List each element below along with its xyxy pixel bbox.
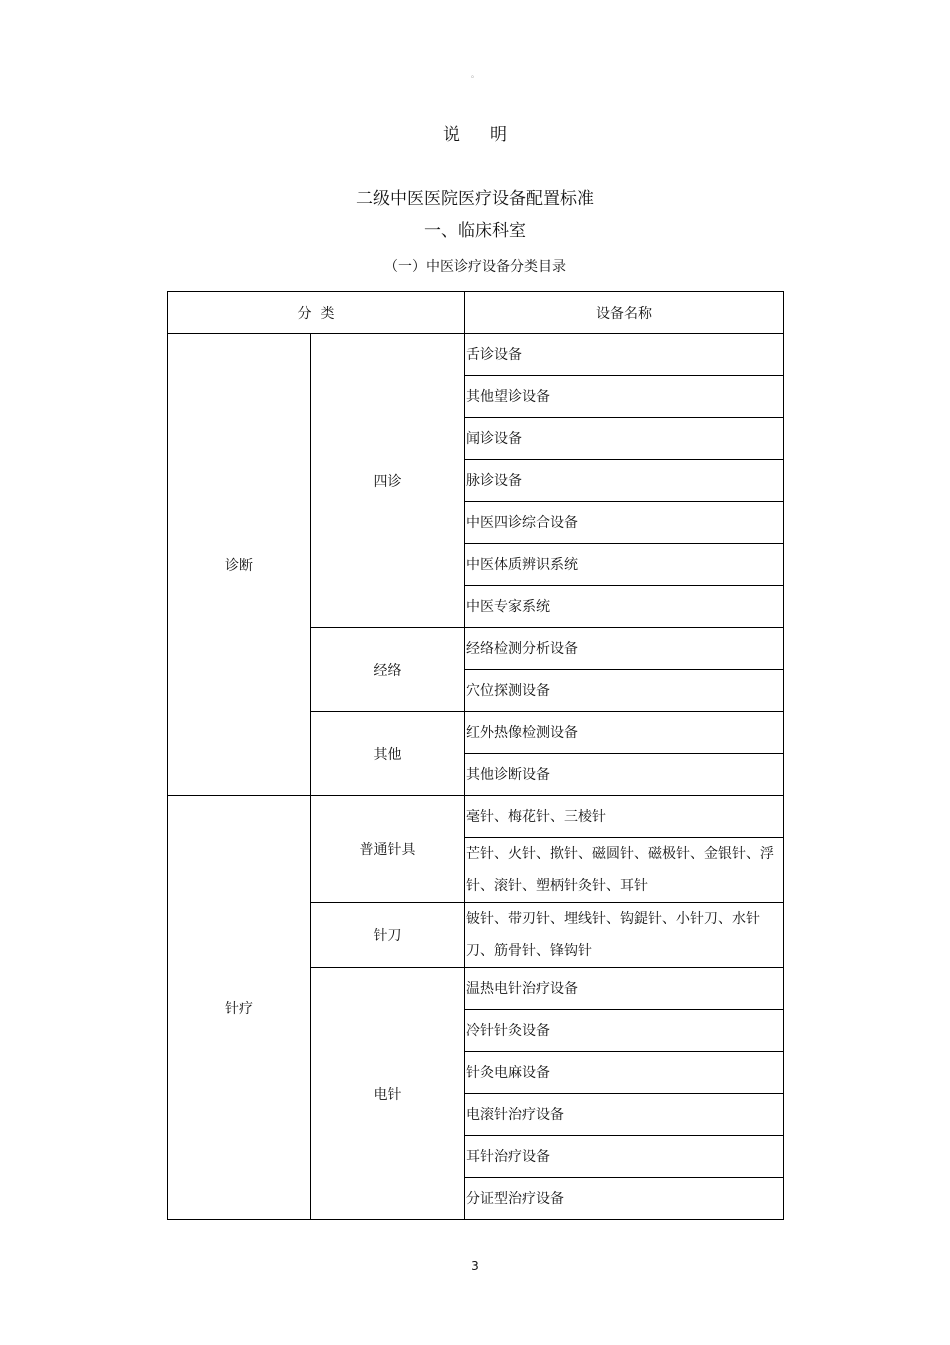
equipment-name-cell: 分证型治疗设备	[465, 1178, 784, 1220]
equipment-table	[167, 291, 784, 1220]
category-cell: 诊断	[168, 334, 311, 796]
subcategory-cell: 其他	[311, 712, 465, 796]
heading-explanation-char-2: 明	[490, 125, 507, 145]
equipment-name-cell: 中医体质辨识系统	[465, 544, 784, 586]
document-title: 二级中医医院医疗设备配置标准	[356, 189, 594, 209]
equipment-name-cell: 其他诊断设备	[465, 754, 784, 796]
equipment-name-cell: 经络检测分析设备	[465, 628, 784, 670]
table-header-row	[168, 292, 784, 334]
equipment-name-cell: 其他望诊设备	[465, 376, 784, 418]
subcategory-cell: 普通针具	[311, 796, 465, 903]
equipment-name-cell: 铍针、带刃针、埋线针、钩鍉针、小针刀、水针刀、筋骨针、锋钩针	[465, 903, 784, 968]
subcategory-cell: 四诊	[311, 334, 465, 628]
category-cell: 针疗	[168, 796, 311, 1220]
equipment-name-cell: 芒针、火针、揿针、磁圆针、磁极针、金银针、浮针、滚针、塑柄针灸针、耳针	[465, 838, 784, 903]
equipment-name-cell: 冷针针灸设备	[465, 1010, 784, 1052]
section-heading: 一、临床科室	[424, 221, 526, 241]
subcategory-cell: 针刀	[311, 903, 465, 968]
header-category: 分 类	[168, 292, 465, 334]
equipment-name-cell: 中医专家系统	[465, 586, 784, 628]
heading-explanation	[0, 124, 950, 146]
equipment-name-cell: 穴位探测设备	[465, 670, 784, 712]
header-dot: 。	[471, 70, 479, 79]
table-row	[168, 334, 784, 376]
equipment-name-cell: 电滚针治疗设备	[465, 1094, 784, 1136]
equipment-name-cell: 毫针、梅花针、三棱针	[465, 796, 784, 838]
equipment-name-cell: 红外热像检测设备	[465, 712, 784, 754]
equipment-name-cell: 舌诊设备	[465, 334, 784, 376]
equipment-name-cell: 闻诊设备	[465, 418, 784, 460]
equipment-name-cell: 脉诊设备	[465, 460, 784, 502]
equipment-name-cell: 中医四诊综合设备	[465, 502, 784, 544]
equipment-name-cell: 针灸电麻设备	[465, 1052, 784, 1094]
equipment-name-cell: 耳针治疗设备	[465, 1136, 784, 1178]
table-row	[168, 796, 784, 838]
subcategory-cell: 经络	[311, 628, 465, 712]
equipment-name-cell: 温热电针治疗设备	[465, 968, 784, 1010]
page-number: 3	[471, 1259, 479, 1273]
heading-explanation-char-1: 说	[443, 125, 460, 145]
header-equipment-name: 设备名称	[465, 292, 784, 334]
subcategory-cell: 电针	[311, 968, 465, 1220]
subsection-heading: （一）中医诊疗设备分类目录	[384, 259, 566, 275]
